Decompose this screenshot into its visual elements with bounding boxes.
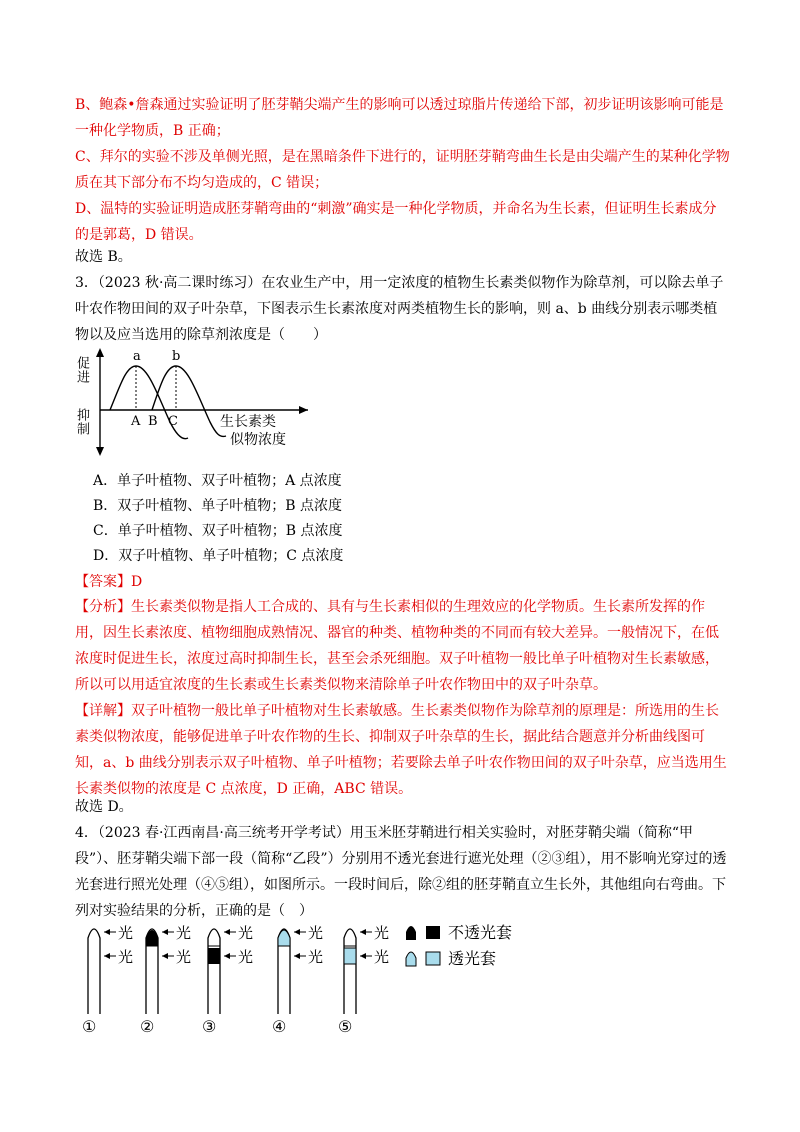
analysis-line-c: C、拜尔的实验不涉及单侧光照，是在黑暗条件下进行的，证明胚芽鞘弯曲生长是由尖端产生的某种化学物质在其下部分布不均匀造成的，C 错误； [75,149,730,191]
y-axis-arrow-down [96,447,104,456]
group-label-3: ③ [202,1017,217,1036]
legend [406,923,512,968]
answer-tag: 【答案】 [75,574,131,590]
analysis-line-d: D、温特的实验证明造成胚芽鞘弯曲的“刺激”确实是一种化学物质，并命名为生长素，但证明生长素成分的是郭葛，D 错误。 [75,201,717,243]
group-label-5: ⑤ [338,1017,353,1036]
coleoptile-5 [338,924,389,1036]
q3-detail [75,698,730,802]
group-label-1: ① [82,1017,97,1036]
light-label: 光 [118,948,134,966]
point-b-label: B [148,414,158,429]
q3-option-c[interactable]: C．单子叶植物、双子叶植物；B 点浓度 [93,523,343,539]
light-label: 光 [308,948,324,966]
q3-answer [75,571,142,591]
coleoptile-2 [140,924,191,1036]
x-label-line1: 生长素类 [220,414,276,430]
light-label: 光 [118,924,134,942]
curve-b-label: b [172,349,181,364]
y-label-inhibit-vertical: 抑制 [74,408,89,436]
point-c-label: C [168,414,178,429]
transparent-cover [344,948,356,964]
light-label: 光 [308,924,324,942]
analysis-line-b: B、鲍森•詹森通过实验证明了胚芽鞘尖端产生的影响可以透过琼脂片传递给下部，初步证明该影响可能是一种化学物质，B 正确； [75,97,724,139]
group-label-2: ② [140,1017,155,1036]
point-a-label: A [131,414,141,429]
legend-transparent-label: 透光套 [448,949,497,968]
q3-option-d[interactable]: D．双子叶植物、单子叶植物；C 点浓度 [93,548,344,564]
legend-opaque-cap [406,926,416,940]
answer-value: D [131,574,143,590]
q4-stem: 4．（2023 春·江西南昌·高三统考开学考试）用玉米胚芽鞘进行相关实验时，对胚芽鞘尖端（简称“甲段”）、胚芽鞘尖端下部一段（简称“乙段”）分别用不透光套进行遮光处理（②③组），用不影响光穿过的透光套进行照光处理（④⑤组），如图所示。一段时间后，除②组的胚芽鞘直立生长外，其他组向右弯曲。下列对实验结果的分析，正确的是（ ） [75,825,727,919]
y-label-promote-vertical: 促进 [74,356,89,384]
detail-text: 双子叶植物一般比单子叶植物对生长素敏感。生长素类似物作为除草剂的原理是：所选用的生长素类似物浓度，能够促进单子叶农作物的生长、抑制双子叶杂草的生长，据此结合题意并分析曲线图可知，a、b 曲线分别表示双子叶植物、单子叶植物；若要除去单子叶农作物田间的双子叶杂草，应当选用生长素类似物的浓度是 C 点浓度，D 正确，ABC 错误。 [75,703,727,797]
light-label: 光 [176,948,192,966]
coleoptile-1 [82,924,133,1036]
group-label-4: ④ [272,1017,287,1036]
legend-transparent-cap [406,952,416,966]
q3-conclusion: 故选 D。 [75,799,133,815]
q3-analysis [75,594,730,698]
light-label: 光 [238,924,254,942]
detail-tag: 【详解】 [75,703,131,719]
curve-a-label: a [133,349,141,364]
coleoptile-3 [202,924,253,1036]
conclusion-prev: 故选 B。 [75,249,132,265]
q3-option-b[interactable]: B．双子叶植物、单子叶植物；B 点浓度 [93,498,343,514]
y-axis-arrow-up [96,348,104,357]
opaque-cover [208,948,220,964]
light-label: 光 [176,924,192,942]
q3-option-a[interactable]: A．单子叶植物、双子叶植物；A 点浓度 [93,473,342,489]
x-axis-arrow [299,406,308,414]
analysis-tag: 【分析】 [75,599,131,615]
q4-coleoptile-figure [70,918,550,1040]
light-label: 光 [238,948,254,966]
q3-stem: 3．（2023 秋·高二课时练习）在农业生产中，用一定浓度的植物生长素类似物作为除草剂，可以除去单子叶农作物田间的双子叶杂草，下图表示生长素浓度对两类植物生长的影响，则 a、b 曲线分别表示哪类植物以及应当选用的除草剂浓度是（ ） [75,275,724,343]
light-label: 光 [374,948,390,966]
legend-transparent-band [426,952,440,965]
q3-growth-curve-figure [70,346,310,458]
analysis-text: 生长素类似物是指人工合成的、具有与生长素相似的生理效应的化学物质。生长素所发挥的作用，因生长素浓度、植物细胞成熟情况、器官的种类、植物种类的不同而有较大差异。一般情况下，在低浓度时促进生长，浓度过高时抑制生长，甚至会杀死细胞。双子叶植物一般比单子叶植物对生长素敏感，所以可以用适宜浓度的生长素或生长素类似物来清除单子叶农作物田中的双子叶杂草。 [75,599,719,693]
legend-opaque-band [426,926,440,939]
curve-b [152,366,226,436]
legend-opaque-label: 不透光套 [448,923,513,942]
light-label: 光 [374,924,390,942]
x-label-line2: 似物浓度 [230,432,286,448]
coleoptile-4 [272,924,323,1036]
